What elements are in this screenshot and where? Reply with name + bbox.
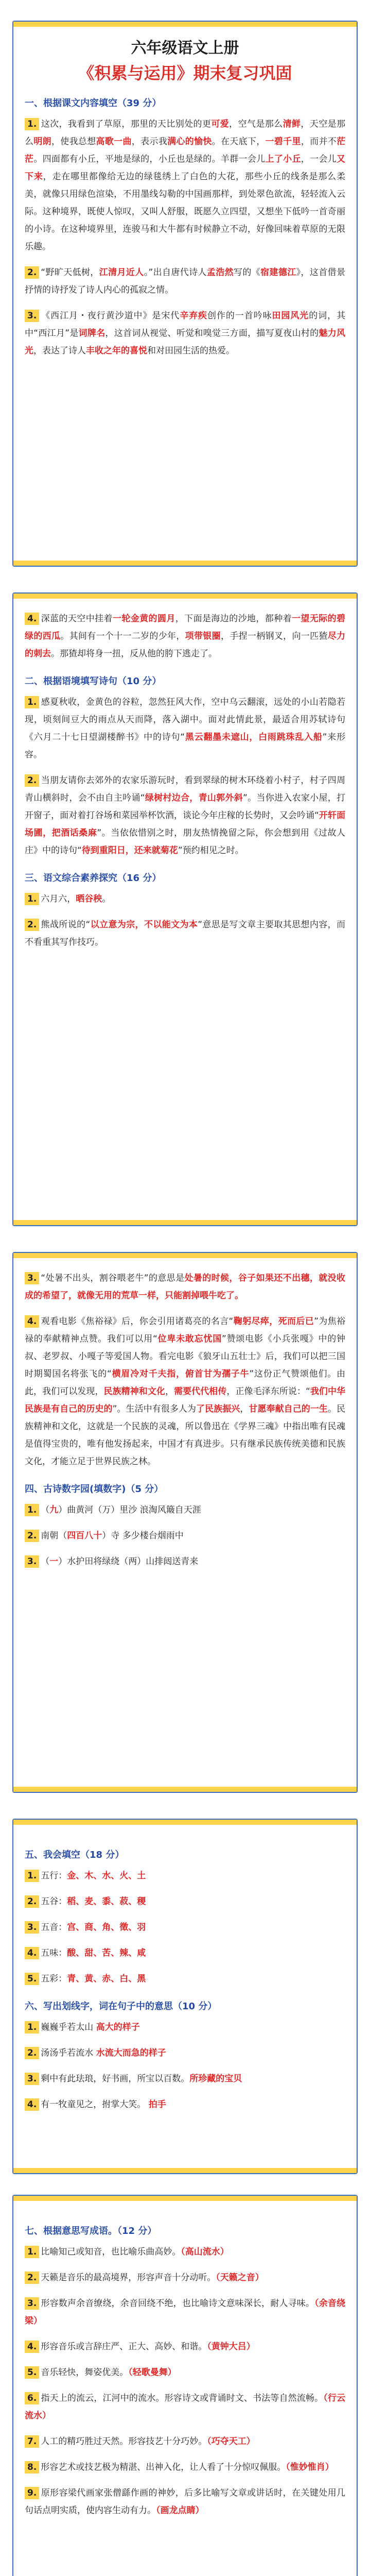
answer-text: 宫、商、角、徵、羽 <box>67 1922 146 1933</box>
question-item <box>25 1944 345 1962</box>
item-number: 2. <box>25 2272 39 2284</box>
item-text: 写的《 <box>234 267 261 278</box>
item-number: 8. <box>25 2461 39 2473</box>
item-number: 1. <box>25 893 39 905</box>
answer-text: （高山流水） <box>181 2247 229 2257</box>
item-number: 3. <box>25 1921 39 1934</box>
answer-text: 鞠躬尽瘁，死而后已 <box>233 1316 314 1327</box>
question-item <box>25 2364 345 2381</box>
answer-text: 位卑未敢忘忧国 <box>157 1334 222 1344</box>
item-text: ）寺 多少楼台烟雨中 <box>102 1531 184 1541</box>
sheet-stripe <box>13 2168 357 2173</box>
sheet-4 <box>12 1819 358 2174</box>
item-text: 剩中有此珐琅，好书画，所宝以百数。 <box>41 2074 190 2084</box>
item-text: 比喻知己或知音，也比喻乐曲高妙。 <box>41 2247 181 2257</box>
question-item <box>25 1970 345 1988</box>
item-number: 2. <box>25 1895 39 1908</box>
item-number: 2. <box>25 919 39 931</box>
item-text: ，使我总想 <box>51 137 96 147</box>
item-number: 7. <box>25 2435 39 2448</box>
sheet-stripe <box>13 22 357 27</box>
item-text: ，而并不 <box>301 137 337 147</box>
item-number: 5. <box>25 1973 39 1985</box>
item-text: ，一会儿 <box>301 154 337 164</box>
answer-text: 开轩面场圃，把酒话桑麻 <box>25 810 345 838</box>
item-text: 。在天底下， <box>212 137 266 147</box>
item-text: 的词，其中“西江月”是 <box>25 311 346 338</box>
answer-text: 绿树村边合，青山郭外斜 <box>145 793 243 803</box>
answer-text: 拍手 <box>148 2099 166 2110</box>
answer-text: 江清月近人 <box>99 267 144 278</box>
answer-text: 民族精神和文化 <box>103 1386 165 1397</box>
item-number: 3. <box>25 1272 39 1284</box>
item-text: 形容音乐或言辞庄严、正大、高妙、和谐。 <box>41 2342 207 2352</box>
item-text: ，表达了诗人 <box>33 346 86 356</box>
item-number: 1. <box>25 118 39 130</box>
answer-text: 稻、麦、黍、菽、稷 <box>67 1896 146 1907</box>
item-text: 这次，我看到了草原，那里的天比别处的更 <box>41 119 212 129</box>
sheet-1 <box>12 21 358 567</box>
answer-text: 青、黄、赤、白、黑 <box>67 1974 146 1984</box>
sheet-stripe <box>13 1220 357 1225</box>
question-item <box>25 2019 345 2036</box>
question-item <box>25 1867 345 1885</box>
question-item <box>25 2269 345 2286</box>
item-text: 。 <box>102 894 111 904</box>
sheet-stripe <box>13 561 357 566</box>
answer-text: 高歌一曲 <box>96 137 132 147</box>
item-number: 5. <box>25 2366 39 2379</box>
item-text: ，这首词从视觉、听觉和嗅觉三方面，描写夏夜山村的 <box>105 328 319 338</box>
item-number: 1. <box>25 1504 39 1516</box>
question-item <box>25 2389 345 2425</box>
item-text: 和对田园生活的热爱。 <box>147 346 235 356</box>
question-item <box>25 1553 345 1570</box>
item-number: 1. <box>25 2246 39 2258</box>
item-number: 9. <box>25 2487 39 2499</box>
item-text: 五音： <box>41 1922 67 1933</box>
answer-text: 田园风光 <box>272 311 309 321</box>
item-text: 音乐轻快，舞姿优美。 <box>41 2367 129 2378</box>
item-text: ”。当你进入农家小屋，打开窗子，面对着打谷场和菜园举杯饮酒，谈论今年庄稼的长势时，又会吟诵“ <box>25 793 346 821</box>
answer-text: 横眉冷对千夫指，俯首甘为孺子牛 <box>111 1369 250 1379</box>
item-text: 。”出自唐代诗人 <box>144 267 207 278</box>
answer-text: （行云流水） <box>25 2393 346 2421</box>
answer-text: （黄钟大吕） <box>207 2342 255 2352</box>
question-item <box>25 2243 345 2261</box>
answer-text: 高大的样子 <box>96 2022 140 2032</box>
question-item <box>25 2044 345 2062</box>
question-item <box>25 916 345 951</box>
item-number: 4. <box>25 613 39 625</box>
answer-text: 丰收之年的喜悦 <box>86 346 147 356</box>
item-text: 。四面都有小丘，平地是绿的，小丘也是绿的。羊群一会儿 <box>33 154 266 164</box>
answer-text: （轻歌曼舞） <box>128 2367 177 2378</box>
item-text: 当朋友请你去郊外的农家乐游玩时，看到翠绿的树木环绕着小村子，村子四周青山横斜时，会不由自主吟诵“ <box>25 775 345 803</box>
answer-text: 金、木、水、火、土 <box>67 1871 146 1881</box>
sheet-2 <box>12 592 358 1226</box>
item-text: ”预约相见之时。 <box>178 845 244 856</box>
item-text: ， <box>165 1386 174 1397</box>
answer-text: 待到重阳日，还来就菊花 <box>81 845 178 856</box>
page-subtitle: 《积累与运用》期末复习巩固 <box>78 63 292 83</box>
answer-text: 茫茫 <box>25 137 346 164</box>
answer-text: 四百八十 <box>67 1531 102 1541</box>
item-number: 2. <box>25 2047 39 2059</box>
question-item <box>25 1501 345 1519</box>
item-text: 感夏秋收，金黄色的谷粒，忽然狂风大作，空中乌云翻滚，远处的小山若隐若现，顷刻间豆大的雨点从天而降，落入湖中。面对此情此景，最适合用苏轼诗句《六月二十七日望湖楼醉书》中的诗句“ <box>25 697 345 742</box>
item-text: ，下面是海边的沙地，都种着 <box>175 614 292 624</box>
answer-text: 一望无际的碧绿的西瓜 <box>25 614 346 641</box>
sheet-stripe <box>13 1787 357 1792</box>
item-number: 1. <box>25 696 39 708</box>
answer-text: 我们中华民族是有自己的历史的 <box>25 1386 346 1414</box>
item-number: 2. <box>25 266 39 279</box>
item-text: “处暑不出头，割谷喂老牛”的意思是 <box>41 1273 185 1283</box>
section-title: 一、根据课文内容填空（39 分） <box>25 98 162 109</box>
answer-text: 了民族振兴 <box>196 1404 240 1414</box>
answer-text: 宿建德江 <box>260 267 296 278</box>
sheet-stripe <box>13 1820 357 1825</box>
item-text: 人工的精巧胜过天然。形容技艺十分巧妙。 <box>41 2436 207 2447</box>
answer-text: 孟浩然 <box>206 267 234 278</box>
sheet-stripe <box>13 2196 357 2201</box>
question-item <box>25 772 345 859</box>
item-number: 3. <box>25 1555 39 1568</box>
question-item <box>25 264 345 299</box>
answer-text: 处暑的时候，谷子如果还不出穗，就没收成的希望了，就像无用的荒草一样，只能割掉喂牛吃了。 <box>25 1273 345 1301</box>
question-item <box>25 2459 345 2476</box>
item-text: ”来形容。 <box>25 732 345 760</box>
item-text: ”意思是写文章主要取其思想内容，而不看重其写作技巧。 <box>25 920 346 947</box>
question-item <box>25 115 345 256</box>
item-text: ”赞颂电影《小兵张嘎》中的钟叔、老罗叔、小嘎子等爱国人物。看完电影《狼牙山五壮士》后，我们可以把三国时期蜀国名将张飞的“ <box>25 1334 346 1379</box>
answer-text: 黑云翻墨未遮山，白雨跳珠乱入船 <box>185 732 323 742</box>
item-text: ”这份正气赞颂他们。由此，我们可以发现， <box>25 1369 346 1397</box>
question-item <box>25 2338 345 2355</box>
item-text: ，手捏一柄钢叉，向一匹猹 <box>220 631 328 641</box>
answer-text: 甘愿奉献自己的一生 <box>249 1404 328 1414</box>
question-item <box>25 1313 345 1470</box>
answer-text: 一 <box>49 1556 59 1567</box>
answer-text: 尽力的刺去 <box>25 631 346 659</box>
section-title: 五、我会填空（18 分） <box>25 1850 125 1860</box>
answer-text: 所珍藏的宝贝 <box>189 2074 242 2084</box>
item-text: ，正像毛泽东所说：“ <box>226 1386 310 1397</box>
sheet-stripe <box>13 1253 357 1258</box>
item-text: 巍巍乎若太山 <box>41 2022 96 2032</box>
item-number: 3. <box>25 2073 39 2085</box>
item-number: 1. <box>25 1870 39 1882</box>
section-title: 二、根据语境填写诗句（10 分） <box>25 676 162 687</box>
item-text: ，天空是那么 <box>25 119 346 147</box>
answer-text: 需要代代相传 <box>174 1386 227 1397</box>
answer-text: 清鲜 <box>283 119 301 129</box>
item-text: 深蓝的天空中挂着 <box>41 614 113 624</box>
answer-text: 项带银圈 <box>185 631 221 641</box>
answer-text: 魅力风光 <box>25 328 346 356</box>
question-item <box>25 1269 345 1304</box>
item-text: 汤汤乎若流水 <box>41 2048 96 2058</box>
item-text: ，表示我 <box>131 137 168 147</box>
item-text: 》，这首借景抒情的诗抒发了诗人内心的孤寂之情。 <box>25 267 346 295</box>
item-number: 3. <box>25 310 39 322</box>
item-text: （ <box>41 1556 50 1567</box>
item-text: “野旷天低树， <box>41 267 99 278</box>
answer-text: 又下来 <box>25 154 346 182</box>
answer-text: （惟妙惟肖） <box>286 2462 334 2472</box>
item-text: 观看电影《焦裕禄》后，你会引用诸葛亮的名言“ <box>41 1316 234 1327</box>
item-text: 形容数声余音缭绕，余音回绕不绝，也比喻诗文意味深长，耐人寻味。 <box>41 2298 315 2309</box>
sheet-3 <box>12 1252 358 1793</box>
section-title: 六、写出划线字，词在句子中的意思（10 分） <box>25 2001 217 2012</box>
item-text: 五味： <box>41 1948 67 1958</box>
answer-text: （天籁之音） <box>216 2273 264 2283</box>
answer-text: 上了小丘 <box>265 154 301 164</box>
item-text: 创作的一首吟咏 <box>207 311 272 321</box>
item-number: 4. <box>25 1947 39 1959</box>
answer-text: （余音绕梁） <box>25 2298 346 2326</box>
question-item <box>25 1527 345 1545</box>
sheet-stripe <box>13 594 357 599</box>
answer-text: （画龙点睛） <box>156 2505 204 2516</box>
answer-text: （巧夺天工） <box>207 2436 255 2447</box>
answer-text: 可爱 <box>211 119 230 129</box>
item-text: ）曲黄河（万）里沙 浪淘风簸自天涯 <box>58 1505 201 1515</box>
item-text: 天籁是音乐的最高境界，形容声音十分动听。 <box>41 2273 216 2283</box>
answer-text: 一轮金黄的圆月 <box>112 614 175 624</box>
answer-text: 九 <box>49 1505 59 1515</box>
item-number: 1. <box>25 2021 39 2033</box>
item-number: 4. <box>25 2098 39 2111</box>
item-text: 形容艺术或技艺极为精湛、出神入化，让人看了十分惊叹佩服。 <box>41 2462 286 2472</box>
section-title: 三、语文综合素养探究（16 分） <box>25 873 162 884</box>
item-text: ）水护田将绿绕（两）山排闼送青来 <box>58 1556 199 1567</box>
question-item <box>25 2433 345 2450</box>
item-text: 熊战所说的“ <box>41 920 91 930</box>
item-number: 4. <box>25 1315 39 1328</box>
item-text: 五谷： <box>41 1896 67 1907</box>
question-item <box>25 2096 345 2113</box>
section-title: 四、古诗数字园(填数字)（5 分） <box>25 1484 164 1495</box>
answer-text: 明朗 <box>33 137 51 147</box>
question-item <box>25 610 345 663</box>
answer-text: 以立意为宗，不以能文为本 <box>90 920 198 930</box>
item-number: 2. <box>25 1530 39 1542</box>
item-number: 2. <box>25 774 39 787</box>
question-item <box>25 890 345 908</box>
answer-text: 满心的愉快 <box>167 137 212 147</box>
answer-text: 酸、甜、苦、辣、咸 <box>67 1948 146 1958</box>
answer-text: 辛弃疾 <box>180 311 207 321</box>
item-text: （ <box>41 1505 50 1515</box>
item-text: 原形容梁代画家张僧繇作画的神妙，后多比喻写文章或讲话时，在关键处用几句话点明实质，使内容生动有力。 <box>25 2488 345 2516</box>
question-item <box>25 2295 345 2330</box>
item-text: 。其间有一个十一二岁的少年， <box>60 631 185 641</box>
answer-text: 一碧千里 <box>265 137 301 147</box>
question-item <box>25 1893 345 1910</box>
answer-text: 词牌名 <box>78 328 105 338</box>
page-title: 六年级语文上册 <box>131 39 239 57</box>
item-text: 。那猹却将身一扭，反从他的胯下逃走了。 <box>51 649 217 659</box>
section-title: 七、根据意思写成语。（12 分） <box>25 2226 157 2236</box>
item-text: 《西江月・夜行黄沙道中》是宋代 <box>41 311 180 321</box>
item-text: 六月六， <box>41 894 76 904</box>
item-text: 有一牧童见之，拊掌大笑。 <box>41 2099 149 2110</box>
item-text: 五行： <box>41 1871 67 1881</box>
item-number: 4. <box>25 2341 39 2353</box>
item-text: 。民族精神和文化，这就是一个民族的灵魂，所以鲁迅在《学界三魂》中指出唯有民魂是值得宝贵的，唯有他发扬起来，中国才有真进步。只有继承民族传统美德和民族文化，才能立足于世界民族之林。 <box>25 1404 346 1467</box>
item-text: 指天上的流云，江河中的流水。形容诗文或背诵时文、书法等自然流畅。 <box>41 2393 324 2403</box>
sheet-5 <box>12 2195 358 2576</box>
item-number: 6. <box>25 2392 39 2404</box>
item-text: 南朝（ <box>41 1531 67 1541</box>
answer-text: 水流大而急的样子 <box>96 2048 166 2058</box>
question-item <box>25 1919 345 1936</box>
item-text: 五彩： <box>41 1974 67 1984</box>
question-item <box>25 693 345 764</box>
item-text: ”。当依依惜别之时，朋友热情挽留之际，你会想到用《过故人庄》中的诗句“ <box>25 828 345 856</box>
item-text: ，走在哪里都像给无边的绿毯绣上了白色的大花，那些小丘的线条是那么柔美，就像只用绿色渲染，不用墨线勾勒的中国画那样，到处翠色欲流，轻轻流入云际。这种境界，既使人惊叹，又叫人舒服，既愿久立四望，又想坐下低吟一首奇丽的小诗。在这种境界里，连骏马和大牛都有时候静立不动，好像回味着草原的无限乐趣。 <box>25 172 346 252</box>
question-item <box>25 2484 345 2519</box>
question-item <box>25 2070 345 2088</box>
item-text: ”。生活中有很多人为 <box>112 1404 197 1414</box>
item-text: ， <box>240 1404 249 1414</box>
item-text: ”为焦裕禄的奉献精神点赞。我们可以用“ <box>25 1316 346 1344</box>
item-number: 3. <box>25 2297 39 2310</box>
answer-text: 晒谷秧 <box>76 894 102 904</box>
question-item <box>25 307 345 360</box>
item-text: ，空气是那么 <box>229 119 283 129</box>
